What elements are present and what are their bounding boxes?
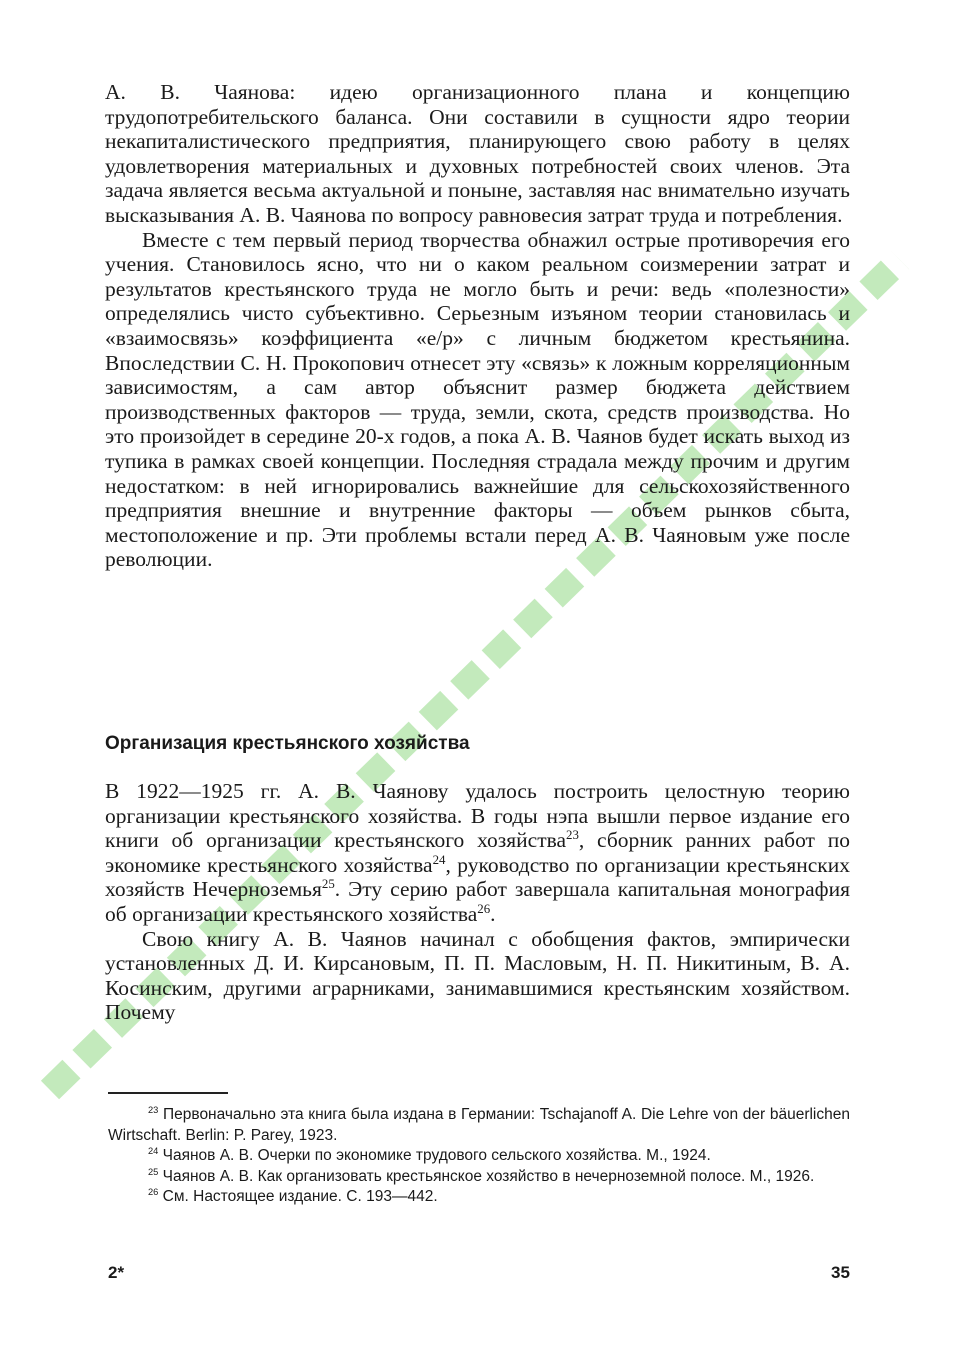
section-heading: Организация крестьянского хозяйства: [105, 733, 470, 754]
footnote-ref-23: 23: [566, 828, 579, 843]
paragraph-3: В 1922—1925 гг. А. В. Чаянову удалось построить целостную теорию организации крестьянского хозяйства. В годы нэпа вышли первое издание его книги об организации крестьянского хозяйства$^{23}$, сборник ранних работ по экономике крестьянского хозяйства$^{24}$, руководство по организации крестьянских хозяйств Нечерноземья$^{25}$. Эту серию работ завершала капитальная монография об организации крестьянского хозяйства$^{26}$.: [105, 779, 851, 926]
footnote-ref-26: 26: [477, 901, 491, 916]
paragraph-2: Вместе с тем первый период творчества обнажил острые противоречия его учения. Становилось ясно, что ни о каком реальном соизмерении затрат и результатов крестьянского труда не могло быть и речи: ведь «полезности» определялись чисто субъективно. Серьезным изъяном теории становилась и «взаимосвязь» коэффициента «е/р» с личным бюджетом крестьянина. Впоследствии С. Н. Прокопович отнесет эту «связь» к ложным корреляционным зависимостям, а сам автор объяснит размер бюджета действием производственных факторов — труда, земли, скота, средств производства. Но это произойдет в середине 20-х годов, а пока А. В. Чаянов будет искать выход из тупика в рамках своей концепции. Последняя страдала между прочим и другим недостатком: в ней игнорировались важнейшие для сельскохозяйственного предприятия внешние и внутренние факторы — объем рынков сбыта, местоположение и пр. Эти проблемы встали перед А. В. Чаяновым уже после революции.: [105, 227, 850, 572]
footnotes: [108, 1105, 850, 1208]
printer-signature: 2*: [108, 1263, 125, 1282]
footnote-26: $^{26}$ См. Настоящее издание. С. 193—442.: [148, 1186, 438, 1205]
footnote-divider: [108, 1092, 228, 1094]
footnote-ref-24: 24: [432, 852, 446, 867]
section-body: [105, 779, 850, 1025]
footnote-24: $^{24}$ Чаянов А. В. Очерки по экономике трудового сельского хозяйства. М., 1924.: [148, 1145, 711, 1164]
paragraph-1: А. В. Чаянова: идею организационного плана и концепцию трудопотребительского баланса. Они составили в сущности ядро теории некапиталистического предприятия, планирующего свою работу в целях удовлетворения материальных и духовных потребностей своих членов. Эта задача является весьма актуальной и поныне, заставляя нас внимательно изучать высказывания А. В. Чаянова по вопросу равновесия затрат труда и потребления.: [105, 80, 850, 227]
footnote-25: $^{25}$ Чаянов А. В. Как организовать крестьянское хозяйство в нечерноземной полосе. М., 1926.: [148, 1166, 815, 1185]
footnote-ref-25: 25: [321, 877, 335, 892]
body-text: [105, 80, 850, 572]
paragraph-4: Свою книгу А. В. Чаянов начинал с обобщения фактов, эмпирически установленных Д. И. Кирсановым, П. П. Масловым, Н. П. Никитиным, В. А. Косинским, другими аграрниками, занимавшимися крестьянским хозяйством. Почему: [105, 926, 850, 1025]
footnote-23: $^{23}$ Первоначально эта книга была издана в Германии: Tschajanoff A. Die Lehre von der bäuerlichen Wirtschaft. Berlin: P. Parey, 1923.: [108, 1104, 850, 1144]
page-number: 35: [831, 1263, 850, 1282]
